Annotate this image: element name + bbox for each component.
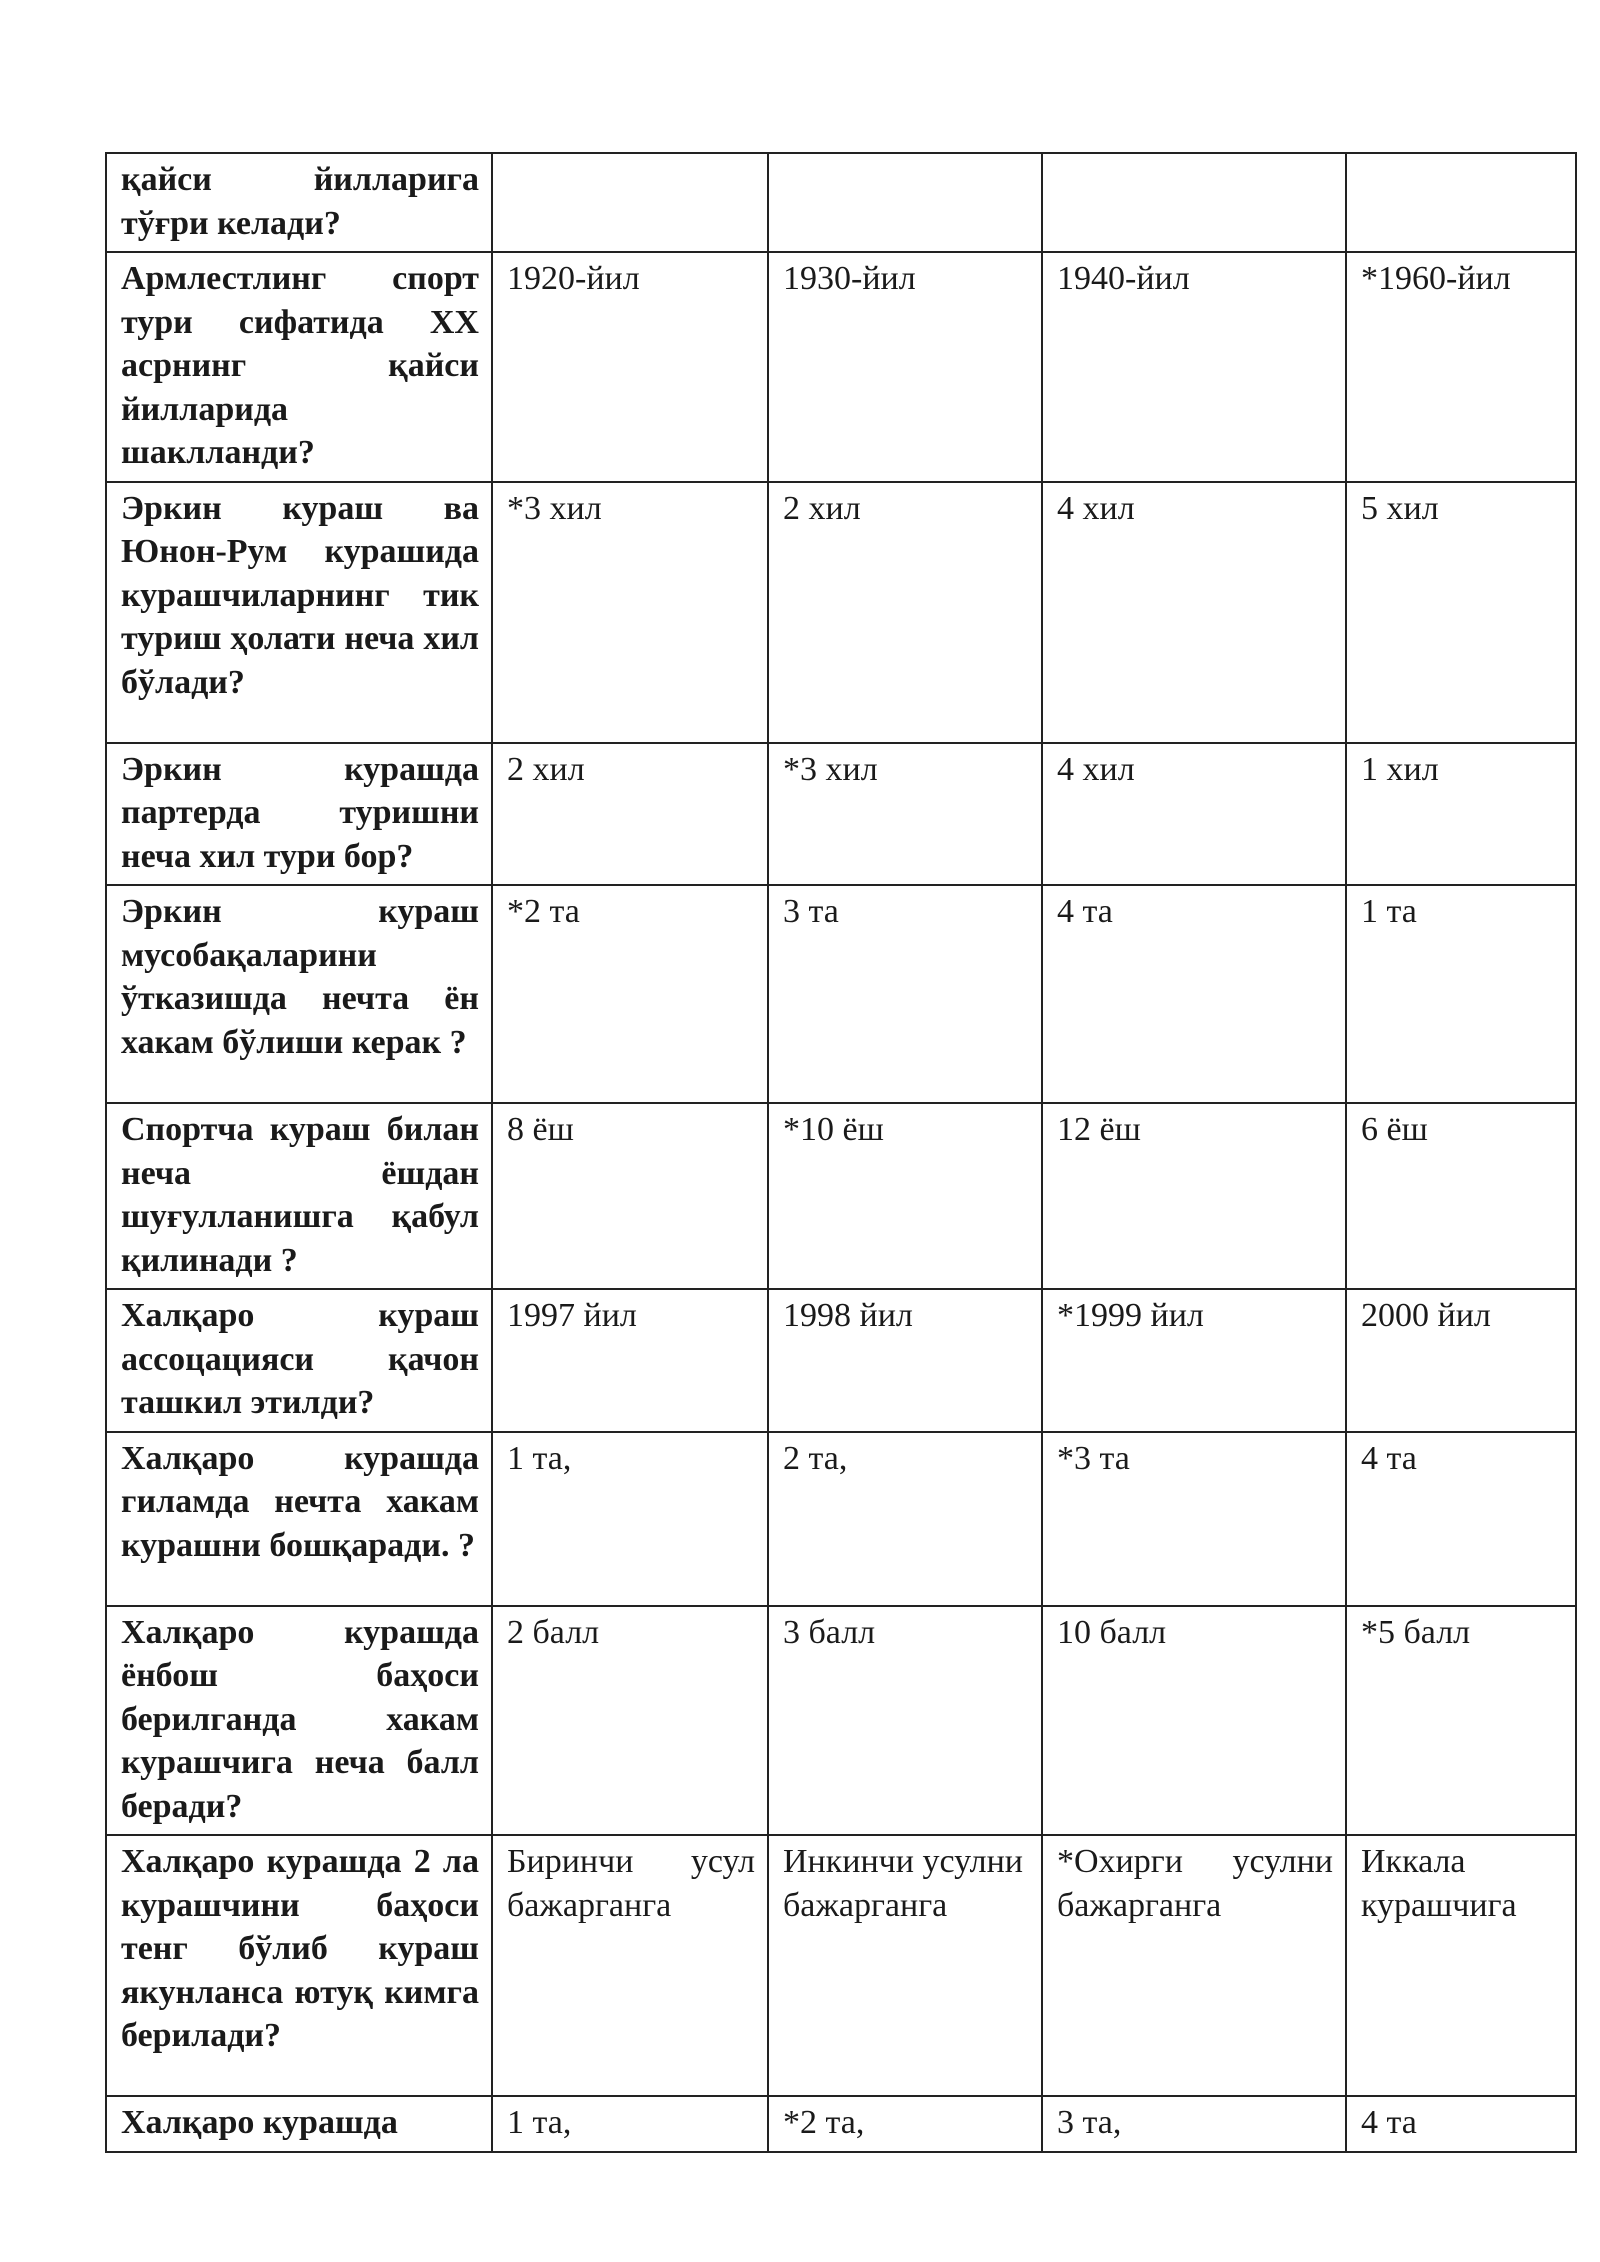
question-cell: Халқаро курашда 2 ла курашчини баҳоси тенг бўлиб кураш якунланса ютуқ кимга берилади? — [106, 1835, 492, 2096]
option-b-cell — [768, 153, 1042, 252]
option-c-cell: 4 та — [1042, 885, 1346, 1103]
option-d-cell: Иккала курашчига — [1346, 1835, 1576, 2096]
question-cell: Эркин курашда партерда туришни неча хил тури бор? — [106, 743, 492, 886]
option-a-cell: 2 хил — [492, 743, 768, 886]
option-a-cell: 1 та, — [492, 1432, 768, 1606]
table-row — [106, 1432, 1576, 1606]
option-d-cell: 4 та — [1346, 2096, 1576, 2152]
option-c-cell: 10 балл — [1042, 1606, 1346, 1836]
option-c-cell: *3 та — [1042, 1432, 1346, 1606]
table-row — [106, 482, 1576, 743]
option-b-cell: *10 ёш — [768, 1103, 1042, 1289]
question-cell: Эркин кураш ва Юнон-Рум курашида курашчиларнинг тик туриш ҳолати неча хил бўлади? — [106, 482, 492, 743]
table-row — [106, 252, 1576, 482]
option-d-cell: 1 та — [1346, 885, 1576, 1103]
option-d-cell: *1960-йил — [1346, 252, 1576, 482]
option-a-cell — [492, 153, 768, 252]
option-a-cell: 1997 йил — [492, 1289, 768, 1432]
option-c-cell: *1999 йил — [1042, 1289, 1346, 1432]
option-a-cell: *2 та — [492, 885, 768, 1103]
table-row — [106, 1835, 1576, 2096]
question-cell: Халқаро курашда гиламда нечта хакам курашни бошқаради. ? — [106, 1432, 492, 1606]
option-d-cell: 4 та — [1346, 1432, 1576, 1606]
option-d-cell — [1346, 153, 1576, 252]
option-b-cell: *3 хил — [768, 743, 1042, 886]
table-row — [106, 1606, 1576, 1836]
question-cell: Халқаро кураш ассоцацияси қачон ташкил этилди? — [106, 1289, 492, 1432]
option-b-cell: 1998 йил — [768, 1289, 1042, 1432]
question-cell: Спортча кураш билан неча ёшдан шуғулланишга қабул қилинади ? — [106, 1103, 492, 1289]
option-a-cell: 2 балл — [492, 1606, 768, 1836]
option-d-cell: 2000 йил — [1346, 1289, 1576, 1432]
table-row — [106, 743, 1576, 886]
table-row — [106, 2096, 1576, 2152]
option-d-cell: 5 хил — [1346, 482, 1576, 743]
table-row — [106, 1103, 1576, 1289]
question-cell: Эркин кураш мусобақаларини ўтказишда нечта ён хакам бўлиши керак ? — [106, 885, 492, 1103]
question-cell: Халқаро курашда ёнбош баҳоси берилганда хакам курашчига неча балл беради? — [106, 1606, 492, 1836]
option-a-cell: Биринчи усул бажарганга — [492, 1835, 768, 2096]
option-a-cell: 8 ёш — [492, 1103, 768, 1289]
question-cell: Армлестлинг спорт тури сифатида XX асрнинг қайси йилларида шаклланди? — [106, 252, 492, 482]
option-a-cell: 1920-йил — [492, 252, 768, 482]
option-a-cell: 1 та, — [492, 2096, 768, 2152]
quiz-table — [105, 152, 1577, 2153]
option-d-cell: 6 ёш — [1346, 1103, 1576, 1289]
option-b-cell: 1930-йил — [768, 252, 1042, 482]
option-b-cell: 3 балл — [768, 1606, 1042, 1836]
question-cell: Халқаро курашда — [106, 2096, 492, 2152]
option-d-cell: *5 балл — [1346, 1606, 1576, 1836]
table-row — [106, 885, 1576, 1103]
option-c-cell: 4 хил — [1042, 482, 1346, 743]
option-b-cell: 2 та, — [768, 1432, 1042, 1606]
table-row — [106, 1289, 1576, 1432]
option-c-cell: 3 та, — [1042, 2096, 1346, 2152]
option-b-cell: 3 та — [768, 885, 1042, 1103]
option-a-cell: *3 хил — [492, 482, 768, 743]
option-c-cell — [1042, 153, 1346, 252]
option-c-cell: 12 ёш — [1042, 1103, 1346, 1289]
option-b-cell: *2 та, — [768, 2096, 1042, 2152]
table-row — [106, 153, 1576, 252]
option-c-cell: *Охирги усулни бажарганга — [1042, 1835, 1346, 2096]
question-cell: қайси йилларига тўғри келади? — [106, 153, 492, 252]
option-c-cell: 1940-йил — [1042, 252, 1346, 482]
option-d-cell: 1 хил — [1346, 743, 1576, 886]
option-c-cell: 4 хил — [1042, 743, 1346, 886]
option-b-cell: Инкинчи усулни бажарганга — [768, 1835, 1042, 2096]
option-b-cell: 2 хил — [768, 482, 1042, 743]
